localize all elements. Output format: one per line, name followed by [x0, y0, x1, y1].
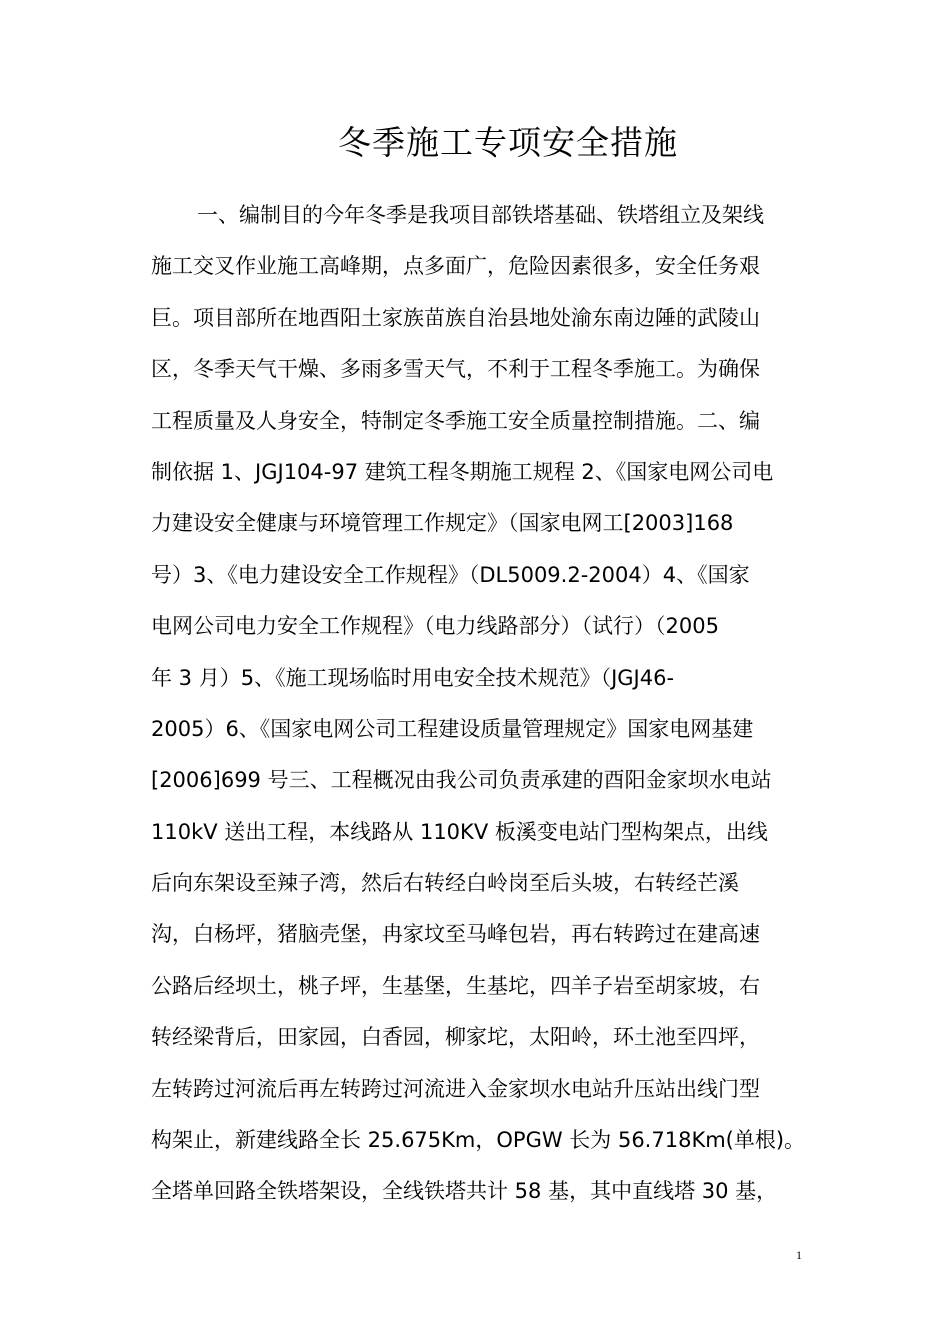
- body-line: 2005）6、《国家电网公司工程建设质量管理规定》国家电网基建: [151, 716, 754, 741]
- body-line: 号）3、《电力建设安全工作规程》（DL5009.2-2004）4、《国家: [151, 562, 750, 587]
- body-line: 电网公司电力安全工作规程》（电力线路部分）（试行）（2005: [151, 614, 719, 639]
- document-body: [151, 190, 811, 1218]
- body-line: 全塔单回路全铁塔架设，全线铁塔共计 58 基，其中直线塔 30 基，: [151, 1179, 778, 1204]
- body-line: 一、编制目的今年冬季是我项目部铁塔基础、铁塔组立及架线: [197, 203, 764, 227]
- body-line: 转经梁背后，田家园，白香园，柳家坨，太阳岭，环土池至四坪，: [151, 1025, 760, 1050]
- body-line: 后向东架设至辣子湾，然后右转经白岭岗至后头坡，右转经芒溪: [151, 871, 739, 896]
- body-line: 制依据 1、JGJ104-97 建筑工程冬期施工规程 2、《国家电网公司电: [151, 459, 774, 484]
- body-line: 年 3 月）5、《施工现场临时用电安全技术规范》（JGJ46-: [151, 665, 675, 690]
- body-line: 施工交叉作业施工高峰期，点多面广，危险因素很多，安全任务艰: [151, 254, 760, 279]
- body-line: 110kV 送出工程，本线路从 110KV 板溪变电站门型构架点，出线: [151, 819, 768, 844]
- body-line: 巨。项目部所在地酉阳土家族苗族自治县地处渝东南边陲的武陵山: [151, 305, 760, 330]
- body-line: 工程质量及人身安全，特制定冬季施工安全质量控制措施。二、编: [151, 408, 760, 433]
- body-line: 力建设安全健康与环境管理工作规定》（国家电网工[2003]168: [151, 511, 734, 536]
- body-line: 左转跨过河流后再左转跨过河流进入金家坝水电站升压站出线门型: [151, 1076, 760, 1101]
- body-line: 沟，白杨坪，猪脑壳堡，冉家坟至马峰包岩，再右转跨过在建高速: [151, 922, 760, 947]
- body-line: 区，冬季天气干燥、多雨多雪天气，不利于工程冬季施工。为确保: [151, 357, 760, 382]
- body-line: 构架止，新建线路全长 25.675Km，OPGW 长为 56.718Km(单根)。: [151, 1128, 806, 1153]
- body-line: 公路后经坝土，桃子坪，生基堡，生基坨，四羊子岩至胡家坡，右: [151, 973, 760, 998]
- body-line: [2006]699 号三、工程概况由我公司负责承建的酉阳金家坝水电站: [151, 768, 772, 793]
- page-number: 1: [796, 1248, 802, 1262]
- document-title: 冬季施工专项安全措施: [338, 123, 678, 162]
